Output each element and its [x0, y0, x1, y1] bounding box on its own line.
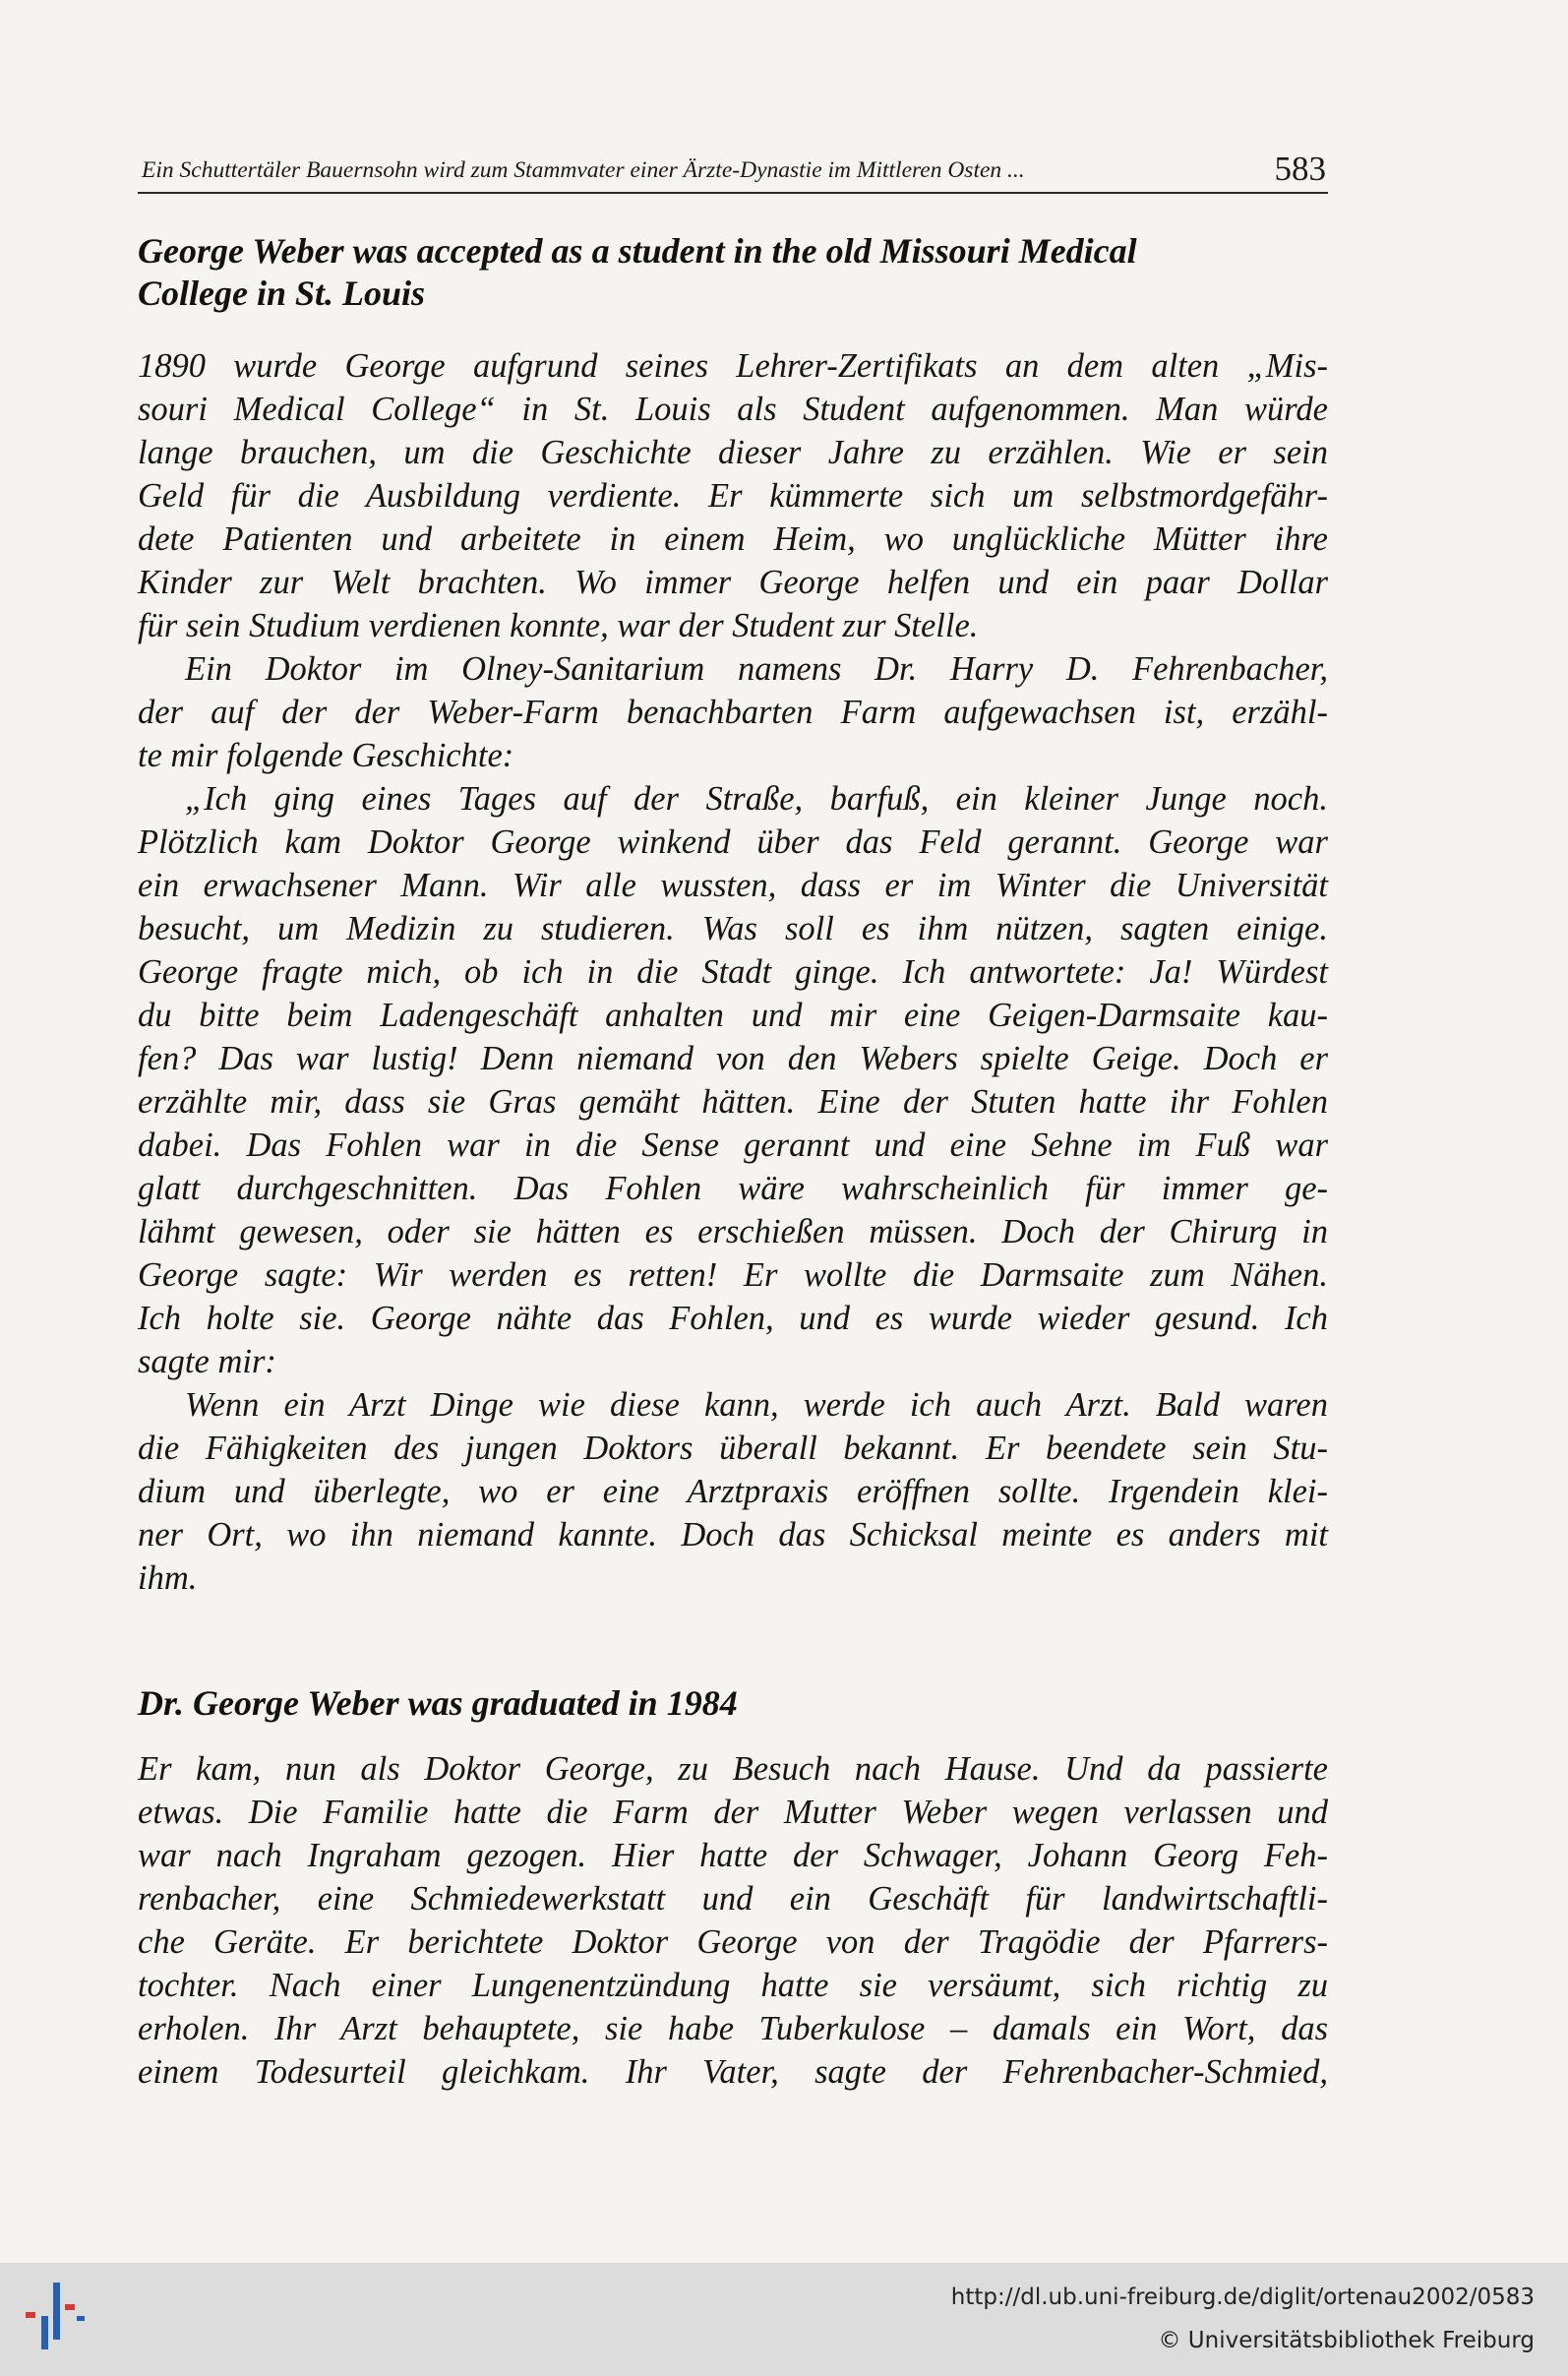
text-line: etwas. Die Familie hatte die Farm der Mutter Weber wegen verlassen und — [138, 1794, 1328, 1831]
copyright-notice: © Universitätsbibliothek Freiburg — [1158, 2328, 1535, 2353]
page-number: 583 — [1274, 150, 1326, 188]
heading-line: George Weber was accepted as a student in the old Missouri Medical — [138, 231, 1137, 271]
text-line: besucht, um Medizin zu studieren. Was soll es ihm nützen, sagten einige. — [138, 910, 1328, 947]
text-line: sagte mir: — [138, 1343, 276, 1380]
text-line: Plötzlich kam Doktor George winkend über das Feld gerannt. George war — [138, 823, 1328, 861]
section-heading-2 — [138, 1682, 1328, 1725]
text-line: George fragte mich, ob ich in die Stadt ginge. Ich antwortete: Ja! Würdest — [138, 953, 1328, 991]
heading-line: College in St. Louis — [138, 274, 426, 313]
text-line: du bitte beim Ladengeschäft anhalten und mir eine Geigen-Darmsaite kau- — [138, 997, 1328, 1034]
running-title: Ein Schuttertäler Bauernsohn wird zum Stammvater einer Ärzte-Dynastie im Mittleren Osten ... — [142, 157, 1025, 183]
section-1-body — [138, 344, 1328, 1600]
header-rule — [138, 192, 1328, 194]
text-line: war nach Ingraham gezogen. Hier hatte der Schwager, Johann Georg Feh- — [138, 1837, 1328, 1874]
text-line: lähmt gewesen, oder sie hätten es erschießen müssen. Doch der Chirurg in — [138, 1213, 1328, 1250]
text-line: dabei. Das Fohlen war in die Sense gerannt und eine Sehne im Fuß war — [138, 1127, 1328, 1164]
text-line: die Fähigkeiten des jungen Doktors überall bekannt. Er beendete sein Stu- — [138, 1430, 1328, 1467]
text-line: che Geräte. Er berichtete Doktor George von der Tragödie der Pfarrers- — [138, 1923, 1328, 1961]
text-line: Ein Doktor im Olney-Sanitarium namens Dr. Harry D. Fehrenbacher, — [185, 650, 1328, 688]
text-line: fen? Das war lustig! Denn niemand von den Webers spielte Geige. Doch er — [138, 1040, 1328, 1077]
text-line: ein erwachsener Mann. Wir alle wussten, dass er im Winter die Universität — [138, 867, 1328, 904]
text-line: George sagte: Wir werden es retten! Er wollte die Darmsaite zum Nähen. — [138, 1256, 1328, 1294]
library-logo-icon — [20, 2279, 98, 2357]
text-line: ihm. — [138, 1559, 198, 1597]
text-line: einem Todesurteil gleichkam. Ihr Vater, sagte der Fehrenbacher-Schmied, — [138, 2053, 1328, 2091]
footer-bar — [0, 2263, 1568, 2376]
text-line: erholen. Ihr Arzt behauptete, sie habe Tuberkulose – damals ein Wort, das — [138, 2010, 1328, 2047]
text-line: 1890 wurde George aufgrund seines Lehrer-Zertifikats an dem alten „Mis- — [138, 347, 1328, 385]
text-line: für sein Studium verdienen konnte, war der Student zur Stelle. — [138, 607, 979, 644]
section-heading-1 — [138, 230, 1328, 315]
source-url-link[interactable]: http://dl.ub.uni-freiburg.de/diglit/ortenau2002/0583 — [950, 2285, 1535, 2310]
text-line: Er kam, nun als Doktor George, zu Besuch nach Hause. Und da passierte — [138, 1750, 1328, 1788]
text-line: Geld für die Ausbildung verdiente. Er kümmerte sich um selbstmordgefähr- — [138, 477, 1328, 515]
text-line: lange brauchen, um die Geschichte dieser Jahre zu erzählen. Wie er sein — [138, 434, 1328, 471]
section-2-body — [138, 1747, 1328, 2094]
text-line: erzählte mir, dass sie Gras gemäht hätten. Eine der Stuten hatte ihr Fohlen — [138, 1083, 1328, 1121]
text-line: Wenn ein Arzt Dinge wie diese kann, werde ich auch Arzt. Bald waren — [185, 1386, 1328, 1424]
text-line: der auf der der Weber-Farm benachbarten Farm aufgewachsen ist, erzähl- — [138, 694, 1328, 731]
text-line: souri Medical College“ in St. Louis als Student aufgenommen. Man würde — [138, 391, 1328, 428]
text-line: ner Ort, wo ihn niemand kannte. Doch das Schicksal meinte es anders mit — [138, 1516, 1328, 1554]
text-line: Ich holte sie. George nähte das Fohlen, und es wurde wieder gesund. Ich — [138, 1300, 1328, 1337]
text-line: tochter. Nach einer Lungenentzündung hatte sie versäumt, sich richtig zu — [138, 1967, 1328, 2004]
text-line: renbacher, eine Schmiedewerkstatt und ein Geschäft für landwirtschaftli- — [138, 1880, 1328, 1918]
text-line: te mir folgende Geschichte: — [138, 737, 514, 774]
text-line: „Ich ging eines Tages auf der Straße, barfuß, ein kleiner Junge noch. — [185, 780, 1328, 818]
text-line: dete Patienten und arbeitete in einem Heim, wo unglückliche Mütter ihre — [138, 520, 1328, 558]
text-line: Kinder zur Welt brachten. Wo immer George helfen und ein paar Dollar — [138, 564, 1328, 601]
text-line: dium und überlegte, wo er eine Arztpraxis eröffnen sollte. Irgendein klei- — [138, 1473, 1328, 1510]
heading-line: Dr. George Weber was graduated in 1984 — [138, 1683, 738, 1723]
text-line: glatt durchgeschnitten. Das Fohlen wäre wahrscheinlich für immer ge- — [138, 1170, 1328, 1207]
